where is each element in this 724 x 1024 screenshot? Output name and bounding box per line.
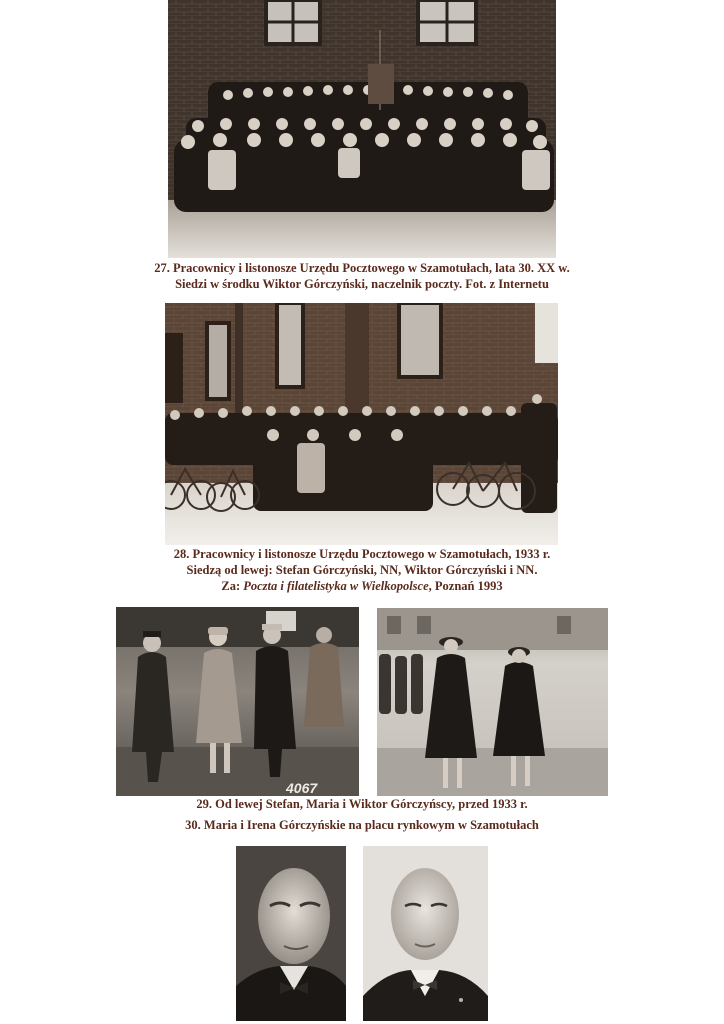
portrait-right-man-bowtie bbox=[363, 846, 488, 1021]
caption-28-source-suffix: , Poznań 1993 bbox=[428, 579, 503, 593]
caption-28-line-3 bbox=[0, 579, 724, 595]
photo-28-staff-with-bicycles bbox=[165, 303, 558, 545]
caption-27-line-1: 27. Pracownicy i listonosze Urzędu Pocztowego w Szamotułach, lata 30. XX w. bbox=[154, 261, 570, 275]
photo-27-post-office-staff bbox=[168, 0, 556, 258]
caption-27-line-2: Siedzi w środku Wiktor Górczyński, naczelnik poczty. Fot. z Internetu bbox=[175, 277, 549, 291]
caption-29: 29. Od lewej Stefan, Maria i Wiktor Górczyńscy, przed 1933 r. bbox=[196, 797, 528, 811]
caption-30: 30. Maria i Irena Górczyńskie na placu rynkowym w Szamotułach bbox=[185, 818, 539, 832]
caption-28-source-title: Poczta i filatelistyka w Wielkopolsce bbox=[243, 579, 429, 593]
photo-29-stefan-maria-wiktor bbox=[116, 607, 359, 796]
photo-29-mark: 4067 bbox=[286, 780, 318, 796]
portrait-left-man-bowtie bbox=[236, 846, 346, 1021]
caption-28-line-1: 28. Pracownicy i listonosze Urzędu Pocztowego w Szamotułach, 1933 r. bbox=[173, 547, 551, 561]
caption-28-line-2: Siedzą od lewej: Stefan Górczyński, NN, Wiktor Górczyński i NN. bbox=[186, 563, 538, 577]
caption-28-source-prefix: Za: bbox=[221, 579, 244, 593]
photo-30-maria-irena-market bbox=[377, 608, 608, 796]
